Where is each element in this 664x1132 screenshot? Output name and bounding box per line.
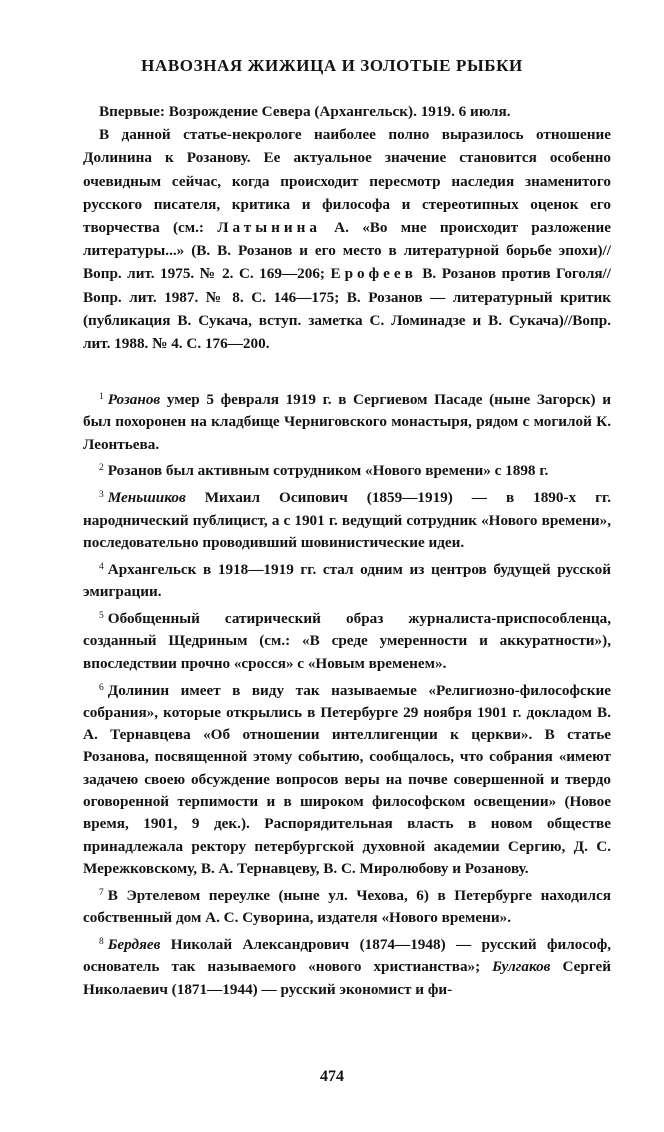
commentary-paragraph [83, 123, 611, 355]
footnote-lead-name-2: Булгаков [492, 958, 551, 976]
footnote-number: 2 [99, 463, 104, 474]
footnote [83, 931, 611, 1001]
footnote-lead-name: Бердяев [107, 935, 161, 953]
footnote [83, 882, 611, 930]
article-title: НАВОЗНАЯ ЖИЖИЦА И ЗОЛОТЫЕ РЫБКИ [141, 56, 523, 75]
footnote-number: 7 [99, 887, 104, 898]
footnote-lead-name: Розанов [107, 391, 161, 408]
page-number: 474 [320, 1068, 344, 1085]
commentary-text-b: А. «Во мне происходит разложение литературы...» (В. В. Розанов и его место в литературной борьбе эпохи)//Вопр. лит. 1975. № 2. С. 169—206; [83, 219, 611, 283]
intro-commentary [83, 100, 611, 355]
spaced-author-erofeev: Ерофеев [330, 265, 417, 283]
footnote [83, 386, 611, 456]
footnote-text: В Эртелевом переулке (ныне ул. Чехова, 6) в Петербурге находился собственный дом А. С. Суворина, издателя «Нового времени». [83, 886, 611, 927]
footnote-text: Долинин имеет в виду так называемые «Религиозно-философские собрания», которые открылись в Петербурге 29 ноября 1901 г. докладом В. А. Тернавцева «Об отношении интеллигенции к церкви». В статье Розанова, посвященной этому событию, сообщалось, что собрания «имеют задачею своею обсуждение вопросов веры на почве совершенной и твердо оговоренной терпимости и в широком философском освещении» (Новое время, 1901, 9 дек.). Распорядительная власть в новом обществе принадлежала ректору петербургской духовной академии Сергию, Д. С. Мережковскому, В. А. Тернавцеву, В. С. Миролюбову и Розанову. [83, 681, 611, 877]
footnote-text-continued: Сергей Николаевич (1871—1944) — русский экономист и фи- [83, 958, 611, 998]
footnote [83, 457, 611, 482]
footnote-number: 8 [99, 936, 104, 947]
source-line: Впервые: Возрождение Севера (Архангельск). 1919. 6 июля. [99, 103, 511, 120]
footnote [83, 556, 611, 604]
footnote-number: 3 [99, 490, 104, 501]
footnote [83, 677, 611, 881]
footnote-number: 1 [99, 392, 104, 402]
footnote-number: 6 [99, 682, 104, 693]
footnote-number: 4 [99, 561, 104, 572]
footnote-lead-name: Меньшиков [107, 489, 186, 507]
footnote-text: умер 5 февраля 1919 г. в Сергиевом Пасаде (ныне Загорск) и был похоронен на кладбище Черниговского монастыря, рядом с могилой К. Леонтьева. [83, 391, 611, 453]
commentary-text-a: В данной статье-некрологе наиболее полно выразилось отношение Долинина к Розанову. Ее актуальное значение становится особенно очевидным сейчас, когда происходит пересмотр наследия знаменитого русского писателя, критика и философа и стереотипных оценок его творчества (см.: [83, 126, 611, 237]
footnote-text: Николай Александрович (1874—1948) — русский философ, основатель так называемого «нового христианства»; [83, 935, 611, 976]
footnote-text: Розанов был активным сотрудником «Нового времени» с 1898 г. [107, 462, 549, 480]
footnote-text: Обобщенный сатирический образ журналиста-приспособленца, созданный Щедриным (см.: «В среде умеренности и аккуратности»), впоследствии прочно «сросся» с «Новым временем». [83, 610, 611, 672]
spaced-author-latynina: Латынина [217, 219, 321, 237]
footnotes [83, 386, 611, 1002]
footnote-text: Архангельск в 1918—1919 гг. стал одним из центров будущей русской эмиграции. [83, 560, 611, 601]
commentary-text-c: В. Розанов против Гоголя//Вопр. лит. 1987. № 8. С. 146—175; В. Розанов — литературный критик (публикация В. Сукача, вступ. заметка С. Ломинадзе и В. Сукача)//Вопр. лит. 1988. № 4. С. 176—200. [83, 265, 611, 353]
footnote [83, 605, 611, 675]
footnote-text: Михаил Осипович (1859—1919) — в 1890-х гг. народнический публицист, а с 1901 г. ведущий сотрудник «Нового времени», последовательно проводивший шовинистические идеи. [83, 489, 611, 551]
footnote [83, 484, 611, 554]
footnote-number: 5 [99, 611, 104, 622]
